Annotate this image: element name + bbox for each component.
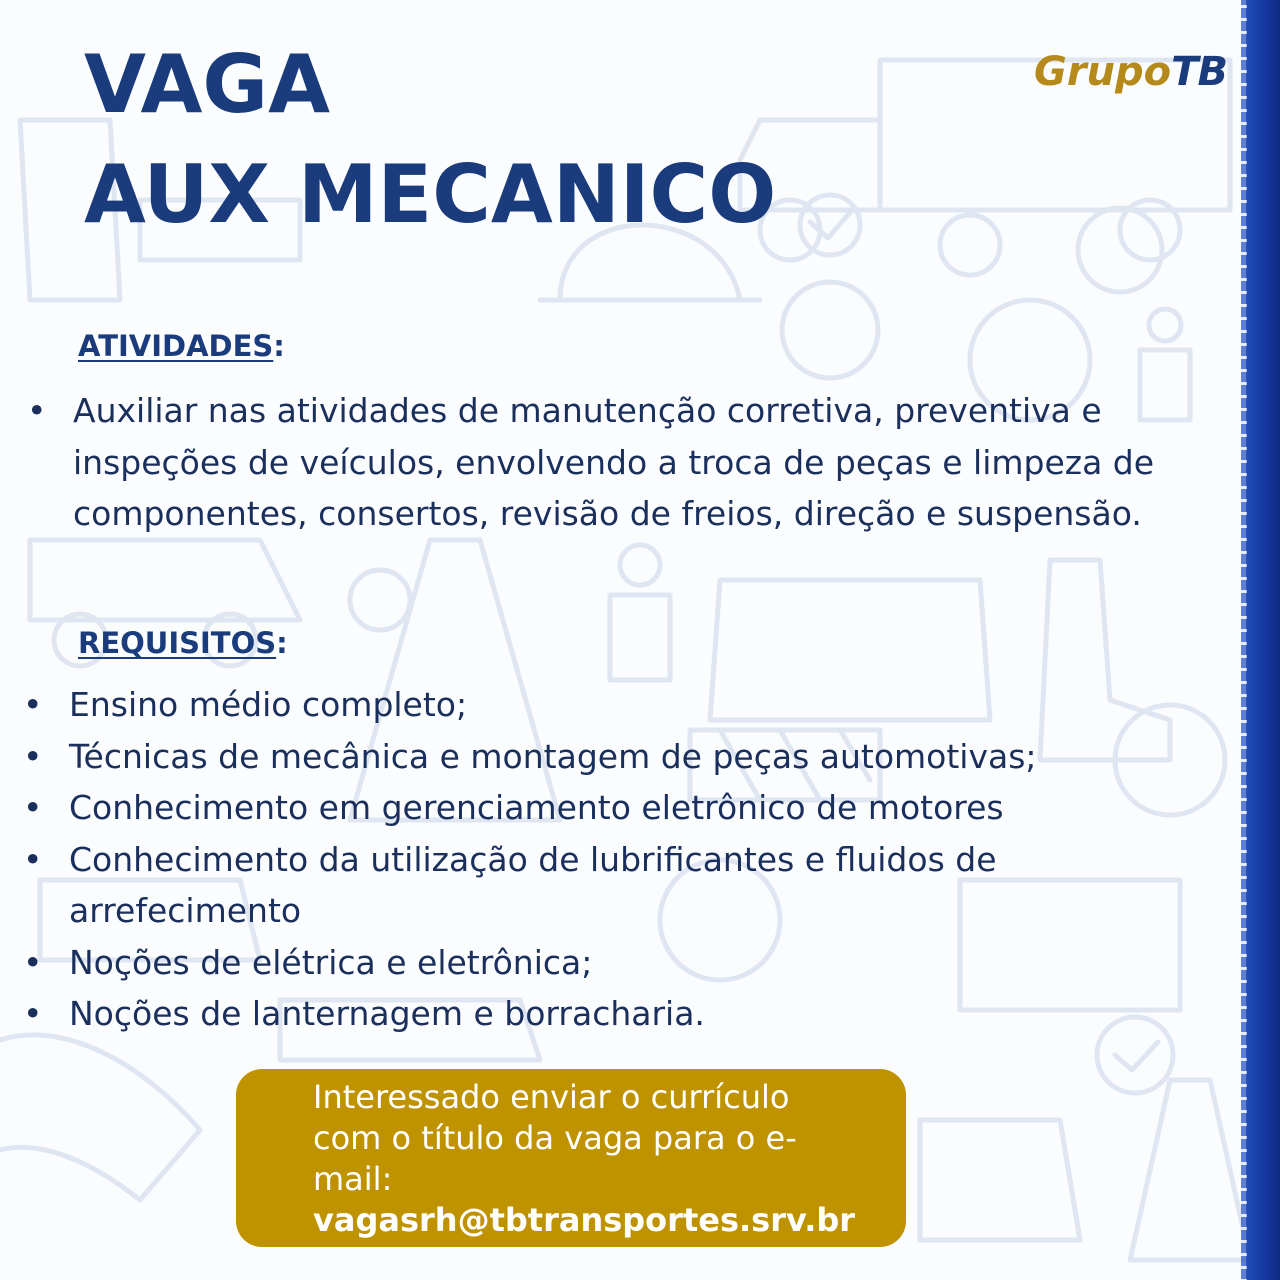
list-item: • Auxiliar nas atividades de manutenção corretiva, preventiva e inspeções de veículos, envolvendo a troca de peças e limpeza de componentes, consertos, revisão de freios, direção e suspensão. [73, 385, 1183, 540]
list-item: • Ensino médio completo; [69, 679, 1189, 731]
title-line-1: VAGA [84, 38, 330, 131]
atividades-heading-colon: : [273, 329, 285, 363]
list-item: • Noções de lanternagem e borracharia. [69, 988, 1189, 1040]
atividades-list [73, 385, 1183, 540]
application-callout-box [236, 1069, 906, 1247]
requisitos-heading-colon: : [276, 626, 288, 660]
logo-text-grupo: Grupo [1034, 49, 1172, 95]
atividades-heading [78, 328, 285, 364]
title-line-2: AUX MECANICO [84, 148, 777, 241]
logo-text-tb: TB [1171, 49, 1227, 95]
list-item: • Conhecimento em gerenciamento eletrônico de motores [69, 782, 1189, 834]
grupo-tb-logo [1034, 44, 1227, 100]
requisitos-heading [78, 625, 288, 661]
right-decorative-band [1246, 0, 1280, 1280]
requisitos-list [69, 679, 1189, 1040]
list-item: • Conhecimento da utilização de lubrificantes e fluidos de arrefecimento [69, 834, 1189, 937]
requisitos-heading-text: REQUISITOS [78, 626, 277, 660]
contact-email[interactable]: vagasrh@tbtransportes.srv.br [313, 1201, 856, 1239]
list-item: • Técnicas de mecânica e montagem de peças automotivas; [69, 731, 1189, 783]
atividades-heading-text: ATIVIDADES [78, 329, 274, 363]
page-title [84, 30, 776, 250]
list-item: • Noções de elétrica e eletrônica; [69, 937, 1189, 989]
application-instructions: Interessado enviar o currículo com o título da vaga para o e-mail: [313, 1078, 797, 1198]
